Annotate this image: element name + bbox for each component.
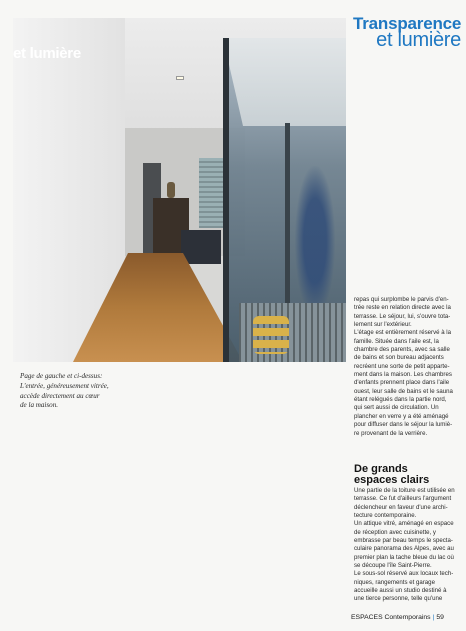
magazine-name: ESPACES Contemporains [351, 614, 431, 621]
body-line: lement sur l'extérieur. [354, 321, 412, 329]
body-line: pour diffuser dans le séjour la lumiè- [354, 421, 453, 429]
photo-ceiling-spotlight [176, 76, 184, 80]
body-line: une tierce personne, telle qu'une [354, 595, 443, 603]
body-line: Une partie de la toiture est utilisée en [354, 487, 455, 494]
body-line: ouest, leur salle de bains et le sauna [354, 387, 453, 395]
title-line-2: et lumière [376, 29, 461, 51]
page-number: 59 [436, 614, 444, 621]
body-line: accueille aussi un studio destiné à [354, 587, 447, 595]
article-title [353, 14, 462, 51]
body-line: terrasse. Le séjour, lui, s'ouvre tota- [354, 312, 451, 320]
title-line-1: Transparence [353, 14, 462, 33]
body-line: famille. Située dans l'aile est, la [354, 337, 439, 345]
body-line: chambre des parents, avec sa salle [354, 346, 450, 354]
body-line: plancher en verre y a été aménagé [354, 412, 449, 420]
photo-caption [20, 372, 138, 411]
body-column-1 [354, 296, 462, 438]
body-line: étant relégués dans la partie nord, [354, 396, 447, 404]
interior-photo [13, 18, 346, 362]
body-line: embrasse par beau temps le specta- [354, 537, 453, 545]
body-line: trée reste en relation directe avec la [354, 304, 451, 312]
caption-line: L'entrée, généreusement vitrée, [20, 381, 109, 390]
footer-separator: | [432, 614, 435, 621]
photo-glass-roof [223, 38, 346, 126]
body-column-2 [354, 487, 462, 604]
subheading-line: De grands [354, 463, 408, 475]
body-line: Le sous-sol réservé aux locaux tech- [354, 570, 454, 578]
photo-glass-frame [223, 38, 229, 362]
body-line: déclencheur en faveur d'une archi- [354, 503, 448, 511]
photo-window-blinds [199, 158, 225, 228]
section-subheading [354, 464, 462, 486]
body-line: re provenant de la verrière. [354, 429, 428, 437]
body-line: recréent une sorte de petit apparte- [354, 362, 450, 370]
body-line: L'étage est entièrement réservé à la [354, 329, 452, 337]
photo-yellow-shoes [253, 316, 289, 354]
photo-ghost-title: et lumière [13, 45, 81, 62]
body-line: premier plan la tache bleue du lac où [354, 553, 454, 561]
body-line: niques, rangements et garage [354, 578, 435, 586]
body-line: ment dans la maison. Les chambres [354, 371, 452, 379]
body-line: Un attique vitré, aménagé en espace [354, 520, 454, 528]
caption-line: de la maison. [20, 401, 59, 410]
caption-line: Page de gauche et ci-dessus: [20, 372, 103, 380]
body-line: de bains et son bureau adjacents [354, 354, 444, 362]
page-footer [351, 614, 463, 621]
body-line: se découpe l'île Saint-Pierre. [354, 562, 432, 570]
body-line: culaire panorama des Alpes, avec au [354, 545, 454, 553]
body-line: de réception avec cuisinette, y [354, 528, 436, 536]
body-line: qui sert aussi de circulation. Un [354, 404, 439, 412]
body-line: d'enfants prennent place dans l'aile [354, 379, 450, 387]
photo-lamp [167, 182, 175, 198]
caption-line: accède directement au cœur [20, 391, 100, 400]
subheading-line: espaces clairs [354, 474, 430, 486]
body-line: repas qui surplombe le parvis d'en- [354, 296, 449, 303]
photo-glass-mullion [285, 123, 290, 313]
body-line: terrasse. Ce fut d'ailleurs l'argument [354, 495, 452, 503]
photo-blurred-person [295, 166, 335, 316]
body-line: tecture contemporaine. [354, 512, 417, 520]
photo-armchair [181, 230, 221, 264]
